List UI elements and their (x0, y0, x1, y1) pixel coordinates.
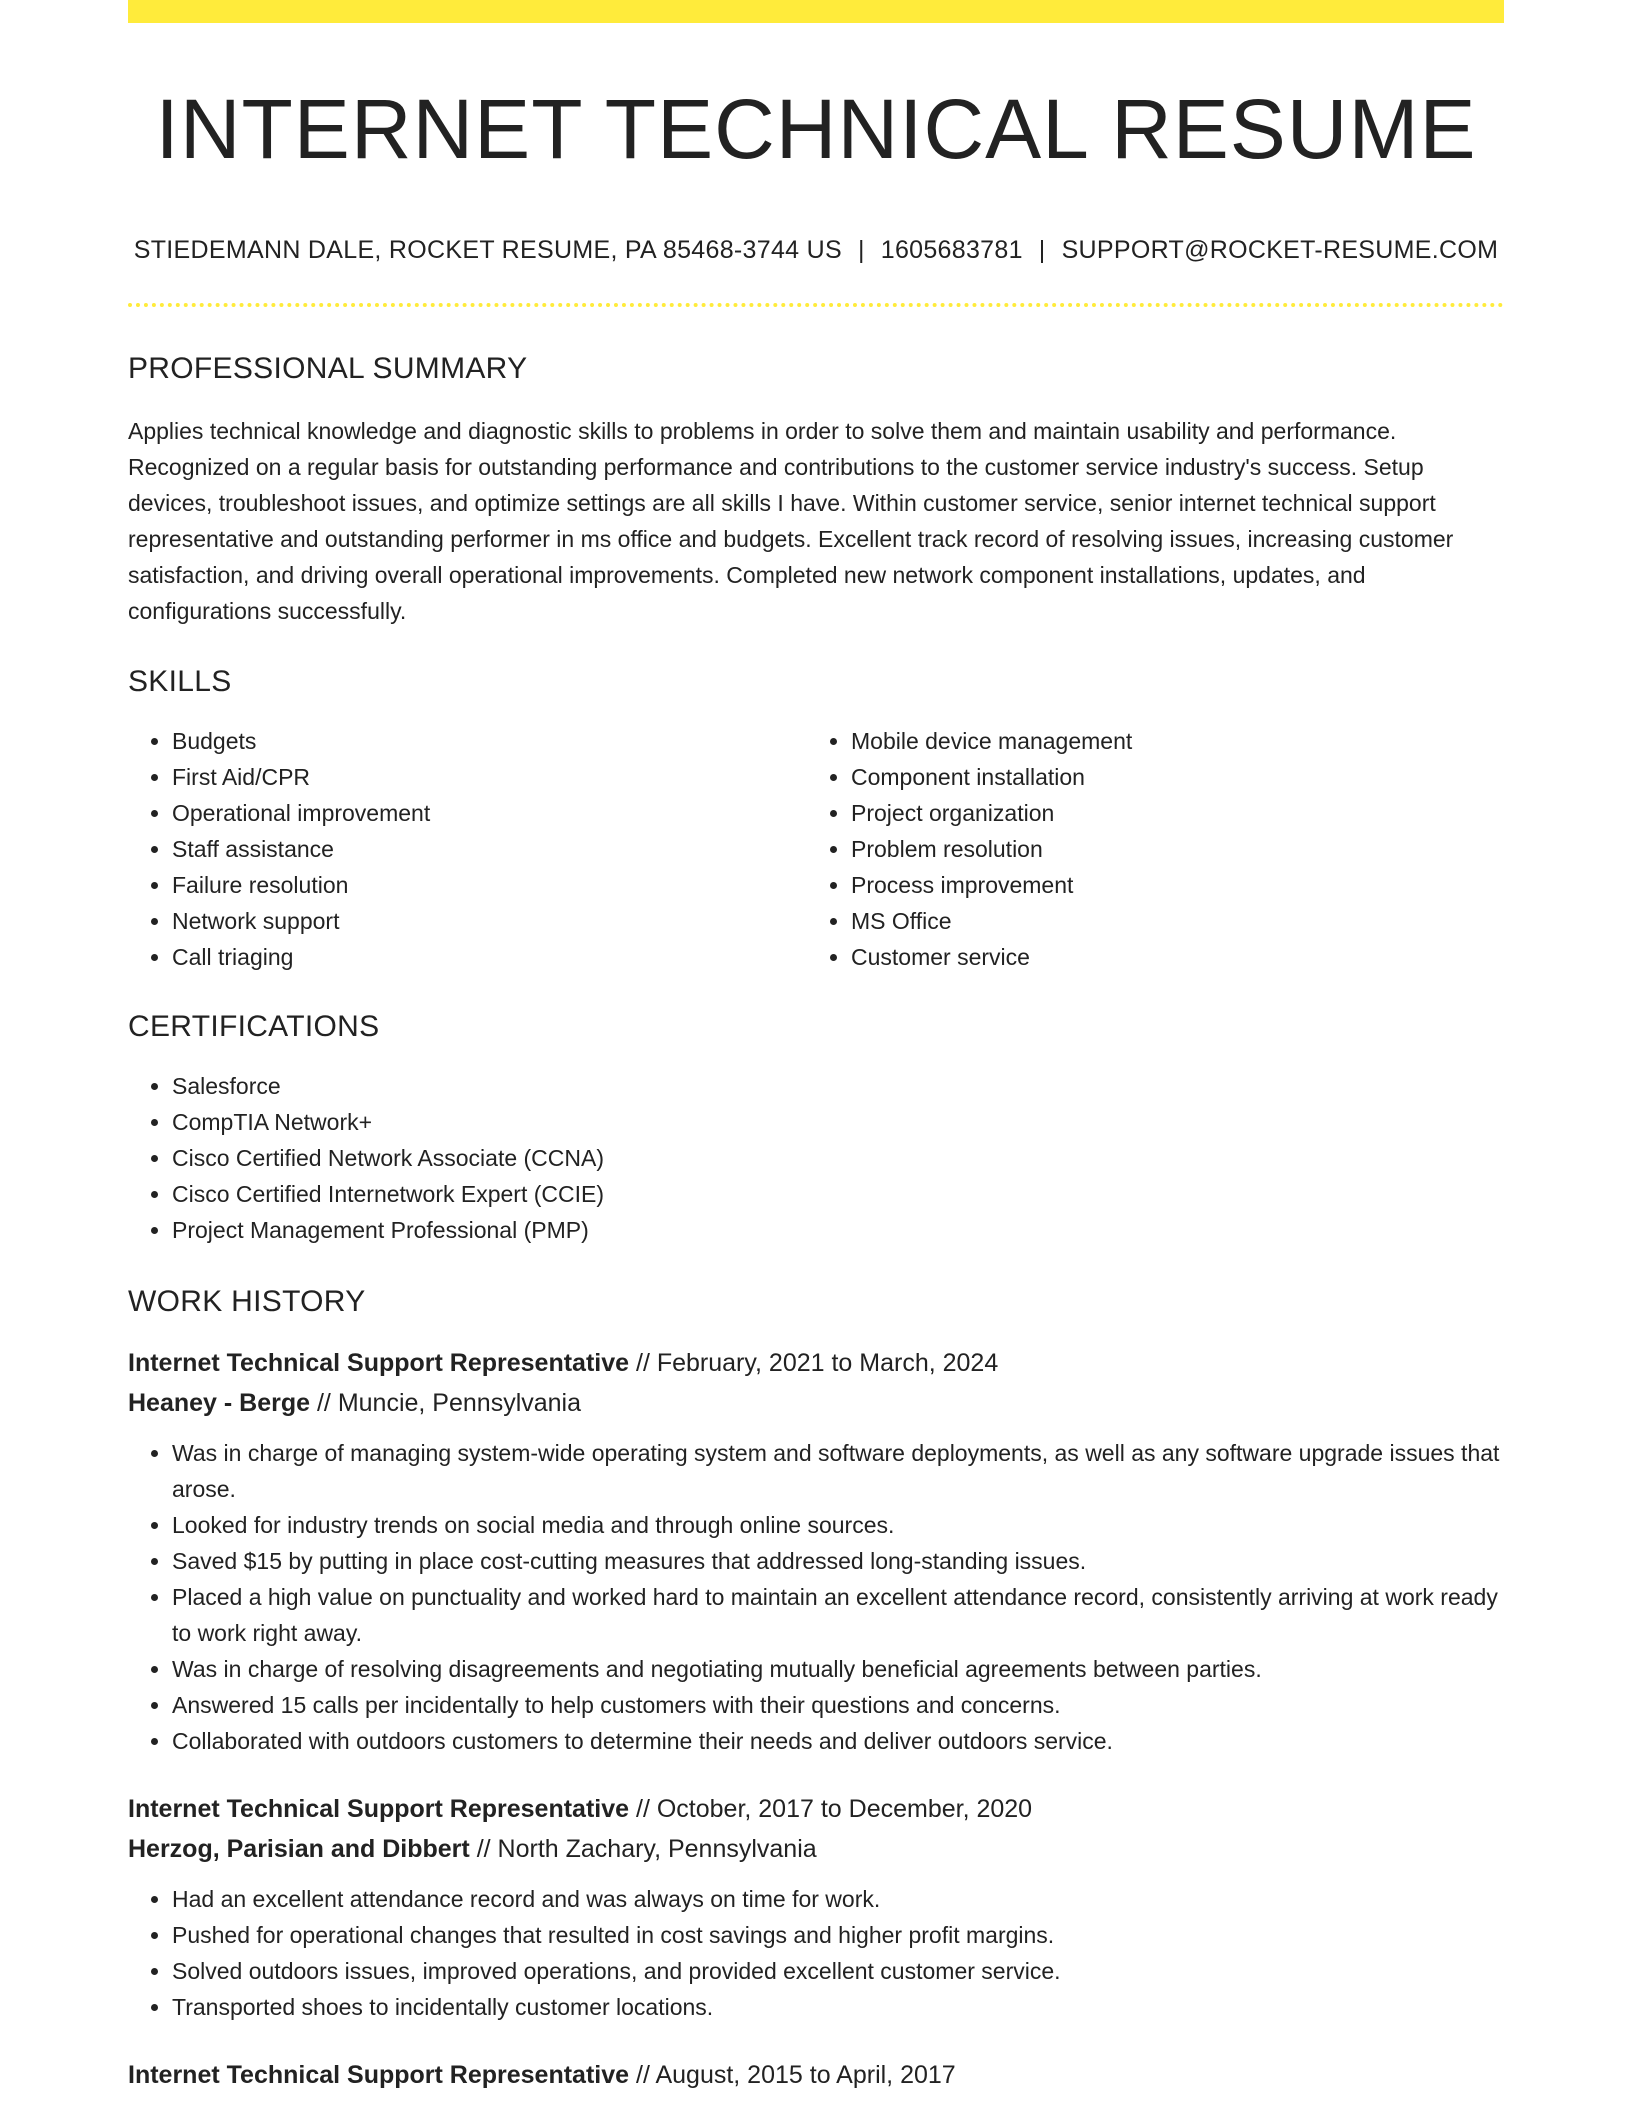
job-bullets (128, 1881, 1504, 2025)
contact-separator: | (857, 236, 865, 264)
skill-item: • Network support (172, 903, 807, 939)
certifications-heading: CERTIFICATIONS (128, 1010, 380, 1043)
skill-item: • Customer service (851, 939, 1486, 975)
job-bullet: • Pushed for operational changes that resulted in cost savings and higher profit margins. (172, 1917, 1504, 1953)
job-title-line (128, 1343, 1504, 1383)
job-bullet: • Was in charge of managing system-wide operating system and software deployments, as well as any software upgrade issues that arose. (172, 1435, 1504, 1507)
job-bullet: • Collaborated with outdoors customers to determine their needs and deliver outdoors service. (172, 1723, 1504, 1759)
skill-item: • Process improvement (851, 867, 1486, 903)
skill-item: • Mobile device management (851, 723, 1486, 759)
job-bullet: • Transported shoes to incidentally customer locations. (172, 1989, 1504, 2025)
skill-item: • Budgets (172, 723, 807, 759)
job-company: Herzog, Parisian and Dibbert (128, 1835, 470, 1863)
job-bullets (128, 1435, 1504, 1759)
job-title-line (128, 1789, 1504, 1829)
job-dates: // August, 2015 to April, 2017 (636, 2061, 956, 2089)
job-company-line (128, 1383, 1504, 1423)
job-bullet: • Was in charge of resolving disagreements and negotiating mutually beneficial agreements between parties. (172, 1651, 1504, 1687)
job-bullet: • Looked for industry trends on social media and through online sources. (172, 1507, 1504, 1543)
job-location: // Muncie, Pennsylvania (316, 1389, 582, 1417)
top-accent-bar (128, 0, 1504, 23)
skill-item: • First Aid/CPR (172, 759, 807, 795)
certification-item: • Project Management Professional (PMP) (172, 1212, 1504, 1248)
job-company: Heaney - Berge (128, 1389, 311, 1417)
skill-item: • Call triaging (172, 939, 807, 975)
job-bullet: • Placed a high value on punctuality and worked hard to maintain an excellent attendance record, consistently arriving at work ready to work right away. (172, 1579, 1504, 1651)
skills-list-left (128, 723, 807, 975)
contact-address: STIEDEMANN DALE, ROCKET RESUME, PA 85468-3744 US (133, 236, 842, 264)
contact-separator: | (1038, 236, 1046, 264)
contact-phone: 1605683781 (880, 236, 1023, 264)
skill-item: • MS Office (851, 903, 1486, 939)
summary-text: Applies technical knowledge and diagnostic skills to problems in order to solve them and maintain usability and performance. Recognized on a regular basis for outstanding performance and contributions to the customer service industry's success. Setup devices, troubleshoot issues, and optimize settings are all skills I have. Within customer service, senior internet technical support representative and outstanding performer in ms office and budgets. Excellent track record of resolving issues, increasing customer satisfaction, and driving overall operational improvements. Completed new network component installations, updates, and configurations successfully. (128, 418, 1454, 624)
summary-heading: PROFESSIONAL SUMMARY (128, 352, 528, 385)
resume-title: INTERNET TECHNICAL RESUME (155, 82, 1477, 176)
certification-item: • CompTIA Network+ (172, 1104, 1504, 1140)
job-entry (128, 1343, 1504, 1759)
skill-item: • Operational improvement (172, 795, 807, 831)
job-bullet: • Solved outdoors issues, improved operations, and provided excellent customer service. (172, 1953, 1504, 1989)
job-bullet: • Answered 15 calls per incidentally to help customers with their questions and concerns. (172, 1687, 1504, 1723)
dotted-divider (128, 303, 1504, 307)
skills-columns (128, 723, 1504, 975)
skills-heading: SKILLS (128, 665, 232, 698)
job-title: Internet Technical Support Representative (128, 1349, 630, 1377)
job-location: // North Zachary, Pennsylvania (476, 1835, 817, 1863)
job-entry (128, 2055, 1504, 2095)
certification-item: • Cisco Certified Internetwork Expert (CCIE) (172, 1176, 1504, 1212)
skill-item: • Project organization (851, 795, 1486, 831)
skill-item: • Staff assistance (172, 831, 807, 867)
job-dates: // February, 2021 to March, 2024 (636, 1349, 999, 1377)
certification-item: • Cisco Certified Network Associate (CCNA) (172, 1140, 1504, 1176)
skill-item: • Component installation (851, 759, 1486, 795)
certification-item: • Salesforce (172, 1068, 1504, 1104)
job-company-line (128, 1829, 1504, 1869)
job-dates: // October, 2017 to December, 2020 (636, 1795, 1033, 1823)
skill-item: • Problem resolution (851, 831, 1486, 867)
work-history-heading: WORK HISTORY (128, 1285, 366, 1318)
contact-email: SUPPORT@ROCKET-RESUME.COM (1061, 236, 1499, 264)
job-title: Internet Technical Support Representative (128, 2061, 630, 2089)
job-title: Internet Technical Support Representative (128, 1795, 630, 1823)
skills-list-right (807, 723, 1486, 975)
job-bullet: • Had an excellent attendance record and was always on time for work. (172, 1881, 1504, 1917)
resume-page (128, 0, 1504, 2095)
job-entry (128, 1789, 1504, 2025)
certifications-list (128, 1068, 1504, 1248)
skill-item: • Failure resolution (172, 867, 807, 903)
job-bullet: • Saved $15 by putting in place cost-cutting measures that addressed long-standing issues. (172, 1543, 1504, 1579)
contact-line (128, 238, 1504, 263)
job-title-line (128, 2055, 1504, 2095)
